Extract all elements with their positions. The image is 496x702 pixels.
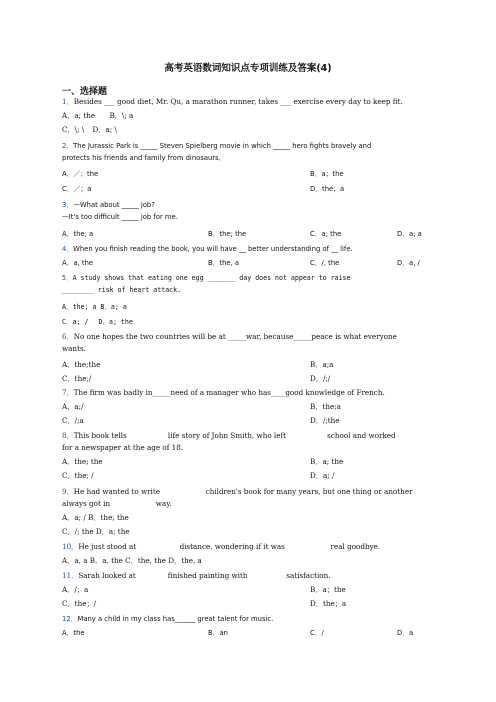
- options-row: [62, 257, 434, 269]
- option-b[interactable]: B．an: [208, 629, 228, 637]
- options-row: [62, 526, 434, 538]
- options-row: [62, 301, 434, 313]
- question-text-continued: for a newspaper at the age of 18.: [62, 443, 184, 452]
- question-text-continued: always got in way.: [62, 499, 172, 508]
- option-d[interactable]: D．a, /: [397, 259, 420, 267]
- option-d[interactable]: D．a; /: [310, 471, 335, 480]
- option-a[interactable]: A．the: [62, 629, 85, 637]
- question-text: Besides ___ good diet, Mr. Qu, a marathon runner, takes ___ exercise every day to keep fit.: [73, 97, 403, 106]
- question-number: 11．: [62, 571, 79, 580]
- option-c[interactable]: C．/, the: [310, 259, 340, 267]
- section-heading: 一、选择题: [62, 87, 108, 97]
- question-text: Many a child in my class has______ great talent for music.: [77, 615, 274, 623]
- option-d[interactable]: D．the；a: [310, 599, 347, 608]
- option-d[interactable]: D．a; \: [92, 125, 117, 134]
- question-number: 7．: [62, 388, 74, 397]
- question-text: The Jurassic Park is _____ Steven Spielberg movie in which _____ hero fights bravely and: [73, 142, 372, 150]
- option-a[interactable]: A．a; the: [62, 111, 96, 120]
- question-number: 10．: [62, 542, 79, 551]
- options-row: [62, 401, 434, 413]
- options-row: [62, 316, 434, 328]
- question-text-continued: wants.: [62, 344, 86, 353]
- option-c[interactable]: C．the；/: [62, 599, 97, 608]
- option-b[interactable]: B．the; the: [208, 230, 247, 238]
- options-row: [62, 373, 434, 385]
- option-b[interactable]: B．a; the: [310, 457, 344, 466]
- option-a-b[interactable]: A．the; a B．a; a: [62, 303, 127, 311]
- option-a[interactable]: A．／；the: [62, 170, 99, 178]
- options-row: [62, 512, 434, 524]
- question-number: 5．: [62, 274, 73, 282]
- options-row: [62, 627, 434, 639]
- option-c[interactable]: C．\; \: [62, 125, 85, 134]
- option-b[interactable]: B．a;a: [310, 360, 334, 369]
- question-11: [62, 570, 434, 582]
- question-number: 12．: [62, 615, 78, 623]
- option-a[interactable]: A．/；a: [62, 585, 89, 594]
- question-number: 3．: [62, 201, 74, 209]
- question-7: [62, 387, 434, 399]
- question-text: A study shows that eating one egg _______ day does not appear to raise: [72, 274, 351, 282]
- options-row: [62, 168, 434, 180]
- options-row: [62, 584, 434, 596]
- option-a[interactable]: A．the;the: [62, 360, 101, 369]
- question-text: This book tells life story of John Smith, who left school and worked: [73, 431, 396, 440]
- question-6: [62, 331, 434, 355]
- options-row: [62, 456, 434, 468]
- option-a-b[interactable]: A．a; / B．the; the: [62, 513, 129, 522]
- option-b[interactable]: B．the, a: [208, 259, 240, 267]
- option-c[interactable]: C．the; /: [62, 471, 94, 480]
- question-number: 9．: [62, 487, 74, 496]
- question-text: No one hopes the two countries will be at _____war, because_____peace is what everyone: [73, 332, 397, 341]
- question-3: [62, 199, 434, 223]
- question-10: [62, 541, 434, 553]
- option-c-d[interactable]: C．/; the D．a; the: [62, 527, 130, 536]
- option-d[interactable]: D．a: [397, 629, 414, 637]
- options-row: [62, 359, 434, 371]
- question-text: —What about _____ job?: [73, 201, 155, 209]
- option-d[interactable]: D．a; the: [98, 318, 133, 326]
- option-b[interactable]: B．a；the: [310, 170, 344, 178]
- question-text: The firm was badly in_____need of a manager who has____good knowledge of French.: [73, 388, 385, 397]
- option-c[interactable]: C．/;a: [62, 416, 84, 425]
- option-c[interactable]: C．／；a: [62, 185, 92, 193]
- option-d[interactable]: D．/;the: [310, 416, 340, 425]
- option-a[interactable]: A．a, the: [62, 259, 94, 267]
- option-a[interactable]: A．the; the: [62, 457, 103, 466]
- options-row: [62, 110, 434, 122]
- question-number: 2．: [62, 142, 74, 150]
- question-9: [62, 486, 434, 510]
- question-text-continued: ________ risk of heart attack.: [62, 286, 182, 294]
- question-1: [62, 96, 434, 108]
- question-text: Sarah looked at finished painting with satisfaction.: [78, 571, 331, 580]
- question-text-continued: protects his friends and family from dinosaurs．: [62, 154, 226, 162]
- option-d[interactable]: D．a; a: [397, 230, 422, 238]
- options-row: [62, 598, 434, 610]
- option-b[interactable]: B．the;a: [310, 402, 341, 411]
- options-row: [62, 124, 434, 136]
- question-number: 4．: [62, 245, 74, 253]
- question-2: [62, 140, 434, 164]
- options-row: [62, 183, 434, 195]
- option-d[interactable]: D．the；a: [310, 185, 345, 193]
- question-number: 6．: [62, 332, 74, 341]
- question-number: 1．: [62, 97, 74, 106]
- option-c[interactable]: C．a; /: [62, 318, 89, 326]
- option-c[interactable]: C．a; the: [310, 230, 342, 238]
- option-c[interactable]: C．/: [310, 629, 324, 637]
- options-row: [62, 415, 434, 427]
- options-row: [62, 555, 434, 567]
- option-a[interactable]: A．the; a: [62, 230, 94, 238]
- question-text-continued: —It's too difficult _____ job for me.: [62, 213, 178, 221]
- question-text: When you finish reading the book, you will have __ better understanding of __ life.: [73, 245, 353, 253]
- option-b[interactable]: B．a；the: [310, 585, 346, 594]
- options-row: [62, 228, 434, 240]
- options-all[interactable]: A．a, a B．a, the C．the, the D．the, a: [62, 556, 202, 565]
- question-8: [62, 430, 434, 454]
- question-4: [62, 243, 434, 255]
- page-title: 高考英语数词知识点专项训练及答案(4): [164, 63, 332, 74]
- question-number: 8．: [62, 431, 74, 440]
- question-5: [62, 272, 434, 296]
- option-d[interactable]: D．/;/: [310, 374, 331, 383]
- question-12: [62, 613, 434, 625]
- option-c[interactable]: C．the;/: [62, 374, 92, 383]
- options-row: [62, 470, 434, 482]
- option-a[interactable]: A．a;/: [62, 402, 84, 411]
- option-b[interactable]: B．\; a: [109, 111, 134, 120]
- question-text: He just stood at distance, wondering if it was real goodbye.: [78, 542, 381, 551]
- question-text: He had wanted to write children's book for many years, but one thing or another: [73, 487, 413, 496]
